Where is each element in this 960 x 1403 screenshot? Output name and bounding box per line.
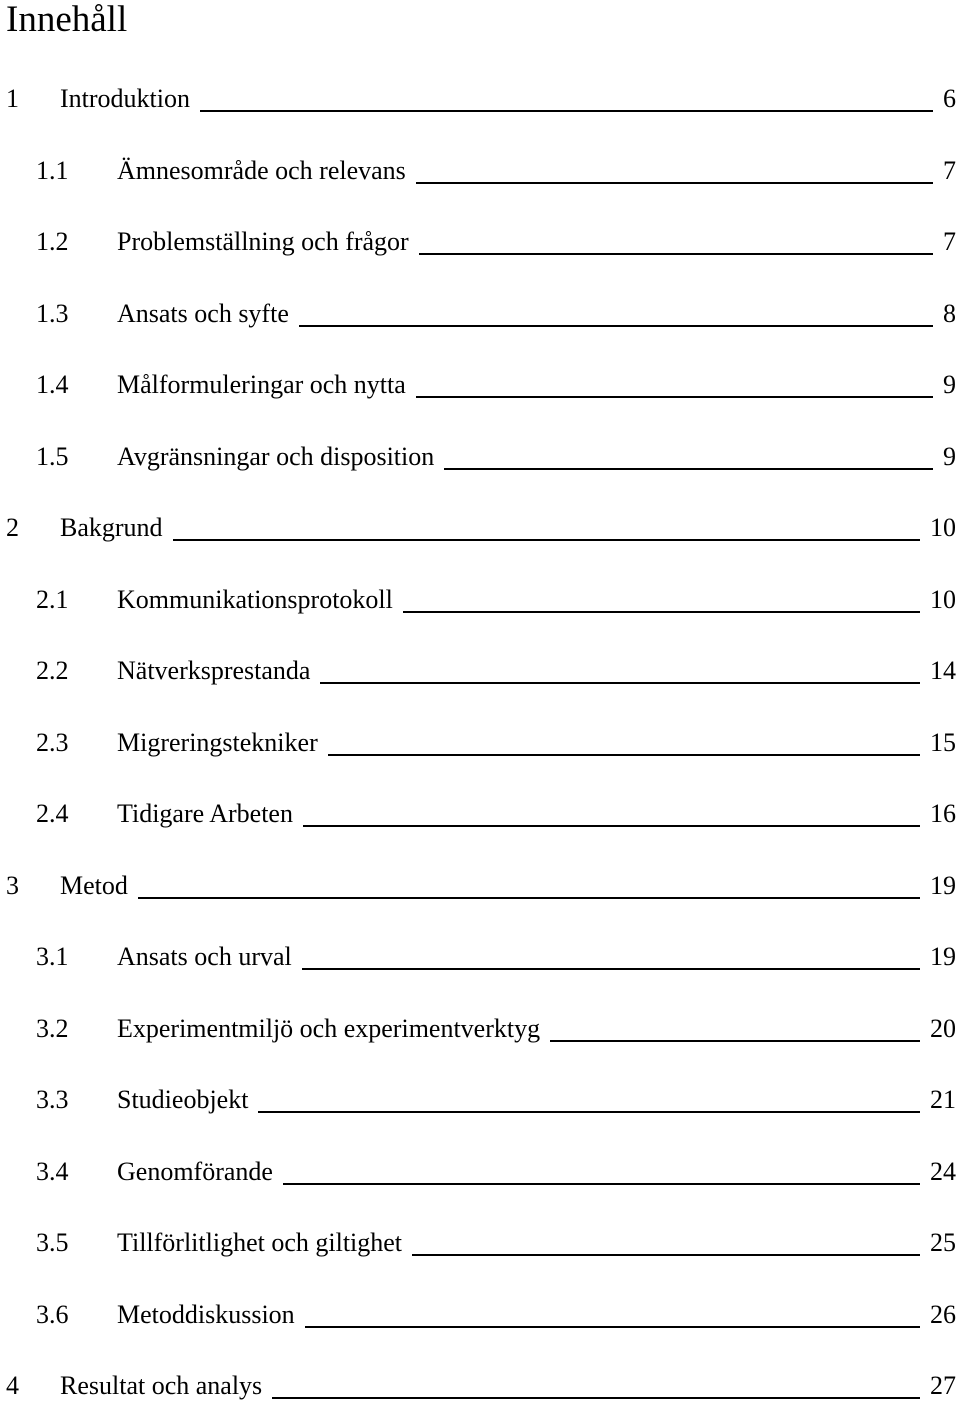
- toc-entry-title: Metoddiskussion: [117, 1299, 295, 1329]
- toc-leader-line: [416, 182, 933, 184]
- toc-entry[interactable]: [0, 440, 960, 474]
- toc-entry-title: Metod: [60, 870, 128, 900]
- toc-leader-line: [550, 1040, 920, 1042]
- toc-entry[interactable]: [0, 154, 960, 188]
- toc-entry-title: Studieobjekt: [117, 1085, 249, 1114]
- toc-entry-number: 1: [6, 84, 19, 113]
- toc-entry[interactable]: [0, 297, 960, 331]
- toc-entry[interactable]: [0, 1012, 960, 1046]
- toc-entry-title: Experimentmiljö och experimentverktyg: [117, 1013, 541, 1043]
- toc-entry[interactable]: [0, 726, 960, 760]
- toc-leader-line: [173, 539, 920, 541]
- toc-entry-number: 1.4: [36, 370, 69, 399]
- toc-entry[interactable]: [0, 1083, 960, 1117]
- toc-entry-number: 3.5: [36, 1228, 69, 1257]
- toc-leader-line: [272, 1397, 920, 1399]
- toc-entry[interactable]: [0, 1369, 960, 1403]
- toc-entry[interactable]: [0, 654, 960, 688]
- toc-entry-page: 19: [930, 870, 956, 900]
- toc-entry[interactable]: [0, 940, 960, 974]
- toc-entry-number: 3.2: [36, 1013, 69, 1043]
- toc-leader-line: [416, 396, 933, 398]
- toc-entry-number: 1.3: [36, 298, 69, 328]
- toc-entry-number: 1.2: [36, 227, 69, 256]
- toc-leader-line: [305, 1326, 920, 1328]
- toc-entry-number: 3.3: [36, 1085, 69, 1114]
- toc-entry-title: Kommunikationsprotokoll: [117, 584, 393, 614]
- toc-entry-page: 7: [943, 155, 956, 185]
- toc-leader-line: [403, 611, 920, 613]
- toc-entry-page: 10: [930, 513, 956, 542]
- toc-entry[interactable]: [0, 82, 960, 116]
- toc-entry-page: 10: [930, 584, 956, 614]
- toc-entry-title: Genomförande: [117, 1156, 273, 1186]
- toc-entry-page: 8: [943, 298, 956, 328]
- toc-leader-line: [412, 1254, 920, 1256]
- toc-leader-line: [302, 968, 920, 970]
- toc-leader-line: [283, 1183, 920, 1185]
- toc-entry-number: 3.6: [36, 1299, 69, 1329]
- toc-entry[interactable]: [0, 511, 960, 545]
- toc-entry-title: Migreringstekniker: [117, 727, 318, 757]
- toc-entry-page: 9: [943, 441, 956, 471]
- toc-leader-line: [328, 754, 920, 756]
- toc-entry[interactable]: [0, 797, 960, 831]
- toc-entry-number: 2.4: [36, 799, 69, 828]
- toc-entry-page: 15: [930, 727, 956, 757]
- toc-entry-title: Bakgrund: [60, 513, 163, 542]
- toc-entry-title: Avgränsningar och disposition: [117, 441, 435, 471]
- toc-entry[interactable]: [0, 583, 960, 617]
- toc-entry-title: Problemställning och frågor: [117, 227, 409, 256]
- toc-entry-number: 3.4: [36, 1156, 69, 1186]
- toc-entry-page: 24: [930, 1156, 956, 1186]
- toc-entry-title: Tidigare Arbeten: [117, 799, 293, 828]
- toc-entry-number: 4: [6, 1371, 19, 1400]
- toc-leader-line: [303, 825, 920, 827]
- toc-entry[interactable]: [0, 869, 960, 903]
- toc-entry-title: Tillförlitlighet och giltighet: [117, 1228, 403, 1257]
- toc-entry-title: Introduktion: [60, 84, 190, 113]
- toc-entry[interactable]: [0, 1298, 960, 1332]
- toc-leader-line: [258, 1111, 920, 1113]
- toc-entry-page: 26: [930, 1299, 956, 1329]
- toc-entry-page: 19: [930, 942, 956, 971]
- toc-entry-title: Nätverksprestanda: [117, 656, 311, 685]
- toc-entry-page: 14: [930, 656, 956, 685]
- toc-entry-title: Ansats och syfte: [117, 298, 289, 328]
- toc-entry-page: 25: [930, 1228, 956, 1257]
- toc-entry-title: Ämnesområde och relevans: [117, 155, 406, 185]
- toc-entry[interactable]: [0, 225, 960, 259]
- toc-leader-line: [419, 253, 933, 255]
- toc-entry-number: 3: [6, 870, 19, 900]
- toc-entry[interactable]: [0, 368, 960, 402]
- toc-leader-line: [444, 468, 933, 470]
- toc-entry-number: 2: [6, 513, 19, 542]
- toc-entry-title: Resultat och analys: [60, 1371, 263, 1400]
- toc-entry-page: 6: [943, 84, 956, 113]
- toc-entry-page: 21: [930, 1085, 956, 1114]
- toc-entry-page: 16: [930, 799, 956, 828]
- toc-leader-line: [299, 325, 933, 327]
- toc-entry[interactable]: [0, 1226, 960, 1260]
- toc-entry-number: 3.1: [36, 942, 69, 971]
- toc-leader-line: [200, 110, 933, 112]
- toc-entry[interactable]: [0, 1155, 960, 1189]
- toc-entry-page: 9: [943, 370, 956, 399]
- toc-entry-number: 2.2: [36, 656, 69, 685]
- toc-entry-title: Målformuleringar och nytta: [117, 370, 406, 399]
- toc-entry-title: Ansats och urval: [117, 942, 292, 971]
- page-title: Innehåll: [6, 0, 128, 40]
- toc-entry-number: 2.3: [36, 727, 69, 757]
- toc-entry-page: 27: [930, 1371, 956, 1400]
- toc-entry-number: 1.5: [36, 441, 69, 471]
- toc-entry-page: 20: [930, 1013, 956, 1043]
- toc-entry-page: 7: [943, 227, 956, 256]
- toc-leader-line: [320, 682, 920, 684]
- toc-entry-number: 1.1: [36, 155, 69, 185]
- toc-entry-number: 2.1: [36, 584, 69, 614]
- toc-leader-line: [138, 897, 920, 899]
